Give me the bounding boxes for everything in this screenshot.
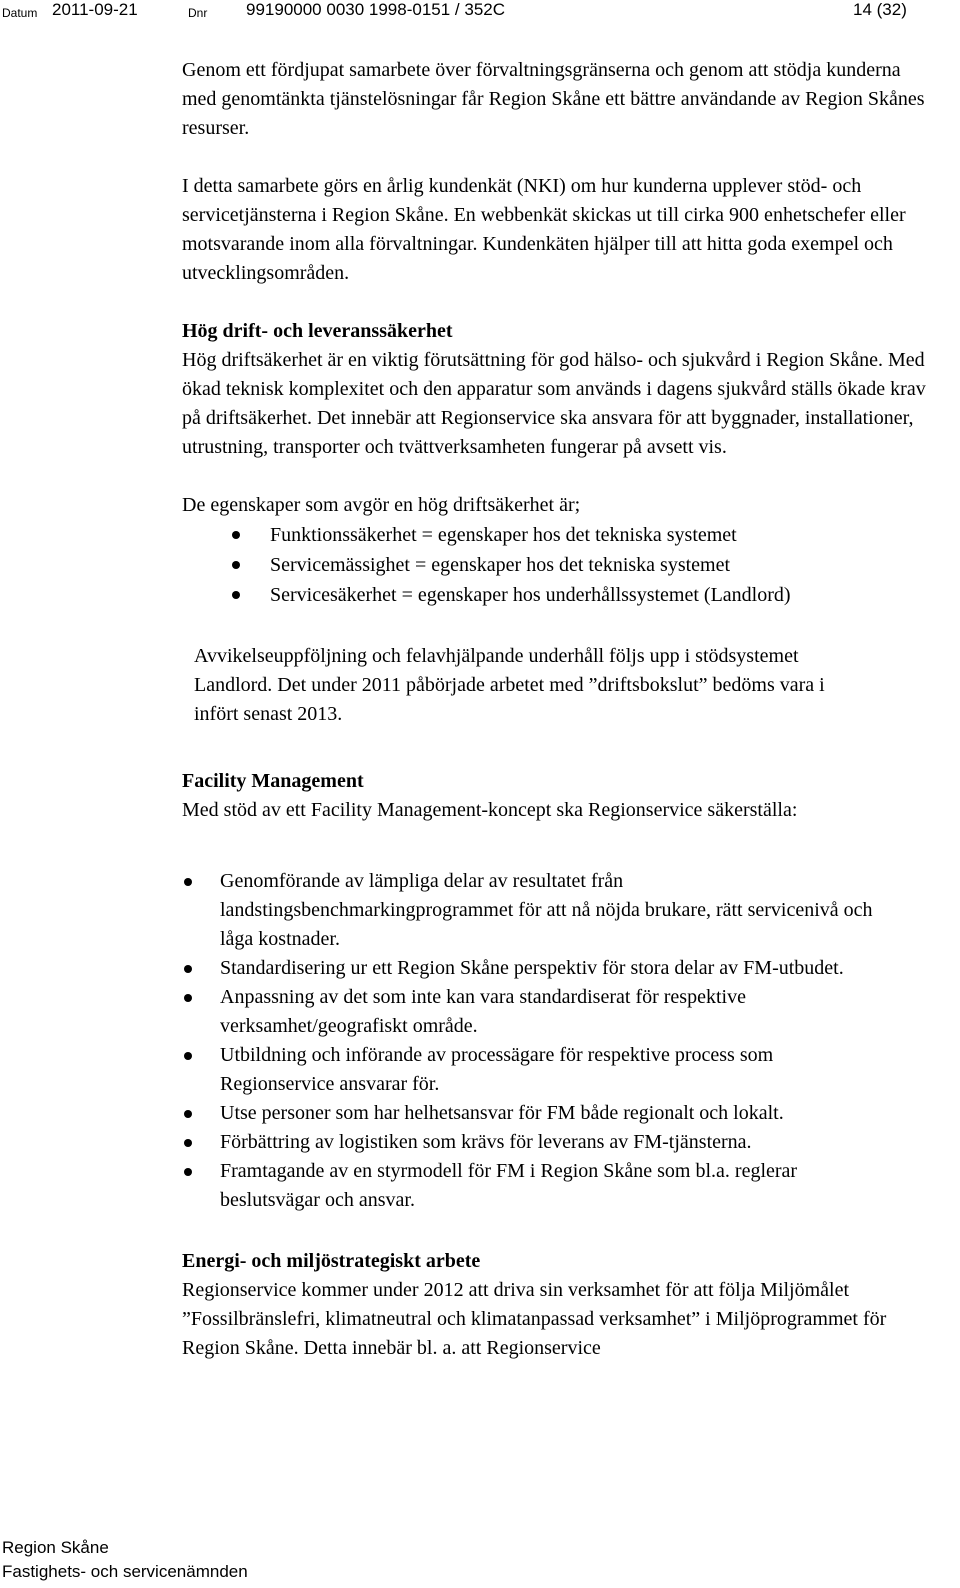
document-number: 99190000 0030 1998-0151 / 352C <box>246 0 506 19</box>
drift-list-intro: De egenskaper som avgör en hög driftsäkerhet är; <box>182 494 581 516</box>
list-item: Anpassning av det som inte kan vara standardiserat för respektive verksamhet/geografiskt område. <box>182 983 892 1041</box>
list-item: Standardisering ur ett Region Skåne perspektiv för stora delar av FM-utbudet. <box>182 954 892 983</box>
bullet-icon <box>184 1110 192 1118</box>
page-footer <box>2 1536 248 1584</box>
fm-bullet-list <box>182 867 892 1215</box>
bullet-icon <box>184 878 192 886</box>
document-body <box>182 56 934 1363</box>
section-heading-drift: Hög drift- och leveranssäkerhet <box>182 320 453 342</box>
bullet-icon <box>232 591 240 599</box>
list-item: Utse personer som har helhetsansvar för FM både regionalt och lokalt. <box>182 1099 892 1128</box>
list-item: Servicesäkerhet = egenskaper hos underhållssystemet (Landlord) <box>182 580 934 610</box>
datum-label: Datum <box>2 6 38 20</box>
fm-intro: Med stöd av ett Facility Management-koncept ska Regionservice säkerställa: <box>182 799 798 821</box>
page-header <box>0 0 960 26</box>
section-heading-fm: Facility Management <box>182 770 364 792</box>
drift-bullet-list <box>182 520 934 610</box>
bullet-icon <box>232 561 240 569</box>
list-item: Servicemässighet = egenskaper hos det tekniska systemet <box>182 550 934 580</box>
bullet-icon <box>184 1168 192 1176</box>
page-number: 14 (32) <box>853 0 907 19</box>
dnr-label: Dnr <box>188 6 208 20</box>
intro-paragraph-2: I detta samarbete görs en årlig kundenkät (NKI) om hur kunderna upplever stöd- och servicetjänsterna i Region Skåne. En webbenkät skickas ut till cirka 900 enhetschefer eller motsvarande inom alla förvaltningar. Kundenkäten hjälper till att hitta goda exempel och utvecklingsområden. <box>182 175 906 284</box>
document-date: 2011-09-21 <box>52 0 138 19</box>
footer-organization: Region Skåne <box>2 1538 109 1557</box>
list-item: Utbildning och införande av processägare för respektive process som Regionservice ansvarar för. <box>182 1041 892 1099</box>
bullet-icon <box>184 965 192 973</box>
bullet-icon <box>184 994 192 1002</box>
bullet-icon <box>184 1139 192 1147</box>
drift-paragraph: Hög driftsäkerhet är en viktig förutsättning för god hälso- och sjukvård i Region Skåne. Med ökad teknisk komplexitet och den apparatur som används i dagens sjukvård ställs ökade krav på driftsäkerhet. Det innebär att Regionservice ska ansvara för att byggnader, installationer, utrustning, transporter och tvättverksamheten fungerar på avsett vis. <box>182 349 926 458</box>
drift-followup-paragraph: Avvikelseuppföljning och felavhjälpande underhåll följs upp i stödsystemet Landlord. Det under 2011 påbörjade arbetet med ”driftsbokslut” bedöms vara i infört senast 2013. <box>194 645 825 725</box>
section-heading-energi: Energi- och miljöstrategiskt arbete <box>182 1250 481 1272</box>
list-item: Funktionssäkerhet = egenskaper hos det tekniska systemet <box>182 520 934 550</box>
list-item: Genomförande av lämpliga delar av resultatet från landstingsbenchmarkingprogrammet för att nå nöjda brukare, rätt servicenivå och låga kostnader. <box>182 867 892 954</box>
list-item: Förbättring av logistiken som krävs för leverans av FM-tjänsterna. <box>182 1128 892 1157</box>
footer-unit: Fastighets- och servicenämnden <box>2 1562 248 1581</box>
energi-paragraph: Regionservice kommer under 2012 att driva sin verksamhet för att följa Miljömålet ”Fossilbränslefri, klimatneutral och klimatanpassad verksamhet” i Miljöprogrammet för Region Skåne. Detta innebär bl. a. att Regionservice <box>182 1279 887 1359</box>
intro-paragraph-1: Genom ett fördjupat samarbete över förvaltningsgränserna och genom att stödja kunderna med genomtänkta tjänstelösningar får Region Skåne ett bättre användande av Region Skånes resurser. <box>182 59 925 139</box>
bullet-icon <box>184 1052 192 1060</box>
bullet-icon <box>232 531 240 539</box>
list-item: Framtagande av en styrmodell för FM i Region Skåne som bl.a. reglerar beslutsvägar och ansvar. <box>182 1157 892 1215</box>
